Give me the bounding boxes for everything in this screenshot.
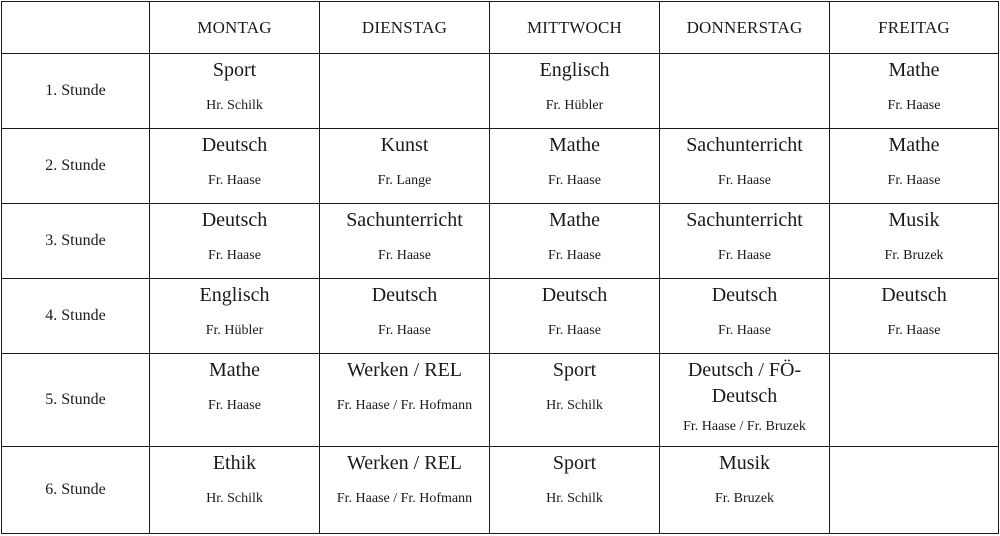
lesson-cell (660, 129, 830, 204)
lesson-cell (830, 279, 999, 354)
lesson-cell (490, 129, 660, 204)
lesson-cell (490, 204, 660, 279)
teacher: Fr. Haase (718, 248, 771, 263)
table-row (2, 204, 999, 279)
lesson-cell (150, 129, 320, 204)
teacher: Fr. Haase (718, 323, 771, 338)
teacher: Fr. Haase (887, 173, 941, 188)
subject: Mathe (208, 359, 261, 381)
teacher: Fr. Hübler (205, 323, 264, 338)
lesson-cell (320, 54, 490, 129)
lesson-cell (320, 447, 490, 534)
subject: Werken / REL (346, 359, 463, 381)
teacher: Fr. Bruzek (714, 491, 775, 506)
subject: Kunst (380, 134, 429, 156)
lesson-cell (320, 354, 490, 447)
day-header-monday: MONTAG (150, 2, 320, 54)
subject: Musik (888, 209, 940, 231)
lesson-cell (660, 204, 830, 279)
lesson-cell (150, 279, 320, 354)
teacher: Fr. Haase (548, 173, 601, 188)
subject: Englisch (539, 59, 610, 81)
header-row (2, 2, 999, 54)
teacher: Fr. Haase (548, 248, 601, 263)
teacher: Fr. Haase (208, 248, 261, 263)
day-header-thursday: DONNERSTAG (660, 2, 830, 54)
subject: Mathe (888, 134, 940, 156)
lesson-cell (660, 447, 830, 534)
subject: Deutsch (201, 209, 268, 231)
subject: Englisch (199, 284, 270, 306)
period-label: 5. Stunde (2, 354, 150, 447)
lesson-cell (320, 129, 490, 204)
table-row (2, 447, 999, 534)
teacher: Fr. Haase / Fr. Bruzek (683, 419, 806, 434)
teacher: Hr. Schilk (546, 491, 603, 506)
table-row (2, 279, 999, 354)
teacher: Fr. Haase (718, 173, 771, 188)
table-row (2, 354, 999, 447)
day-header-tuesday: DIENSTAG (320, 2, 490, 54)
teacher: Fr. Haase (208, 173, 261, 188)
lesson-cell (150, 204, 320, 279)
teacher: Fr. Haase / Fr. Hofmann (336, 398, 473, 413)
subject: Ethik (212, 452, 257, 474)
subject: Musik (718, 452, 771, 474)
subject: Mathe (888, 59, 940, 81)
lesson-cell (490, 54, 660, 129)
lesson-cell (490, 354, 660, 447)
table-row (2, 129, 999, 204)
teacher: Hr. Schilk (546, 398, 603, 413)
teacher: Fr. Haase (208, 398, 261, 413)
subject: Deutsch (881, 284, 947, 306)
subject: Deutsch (541, 284, 608, 306)
lesson-cell (490, 279, 660, 354)
teacher: Hr. Schilk (206, 98, 263, 113)
lesson-cell (830, 447, 999, 534)
teacher: Fr. Haase / Fr. Hofmann (336, 491, 473, 506)
subject: Deutsch (371, 284, 438, 306)
subject: Deutsch (201, 134, 268, 156)
period-label: 3. Stunde (2, 204, 150, 279)
lesson-cell (660, 54, 830, 129)
subject: Sachunterricht (686, 134, 803, 156)
teacher: Fr. Haase (887, 98, 941, 113)
teacher: Fr. Haase (548, 323, 601, 338)
lesson-cell (320, 279, 490, 354)
subject: Mathe (548, 134, 601, 156)
timetable (1, 1, 999, 534)
lesson-cell (830, 354, 999, 447)
subject: Werken / REL (346, 452, 463, 474)
teacher: Fr. Haase (378, 323, 431, 338)
subject: Sport (212, 59, 257, 81)
subject: Sachunterricht (686, 209, 803, 231)
subject: Deutsch / FÖ-Deutsch (687, 359, 802, 407)
period-label: 4. Stunde (2, 279, 150, 354)
lesson-cell (660, 279, 830, 354)
table-row (2, 54, 999, 129)
subject: Sport (552, 452, 597, 474)
lesson-cell (660, 354, 830, 447)
day-header-friday: FREITAG (830, 2, 999, 54)
teacher: Hr. Schilk (206, 491, 263, 506)
period-label: 1. Stunde (2, 54, 150, 129)
period-label: 6. Stunde (2, 447, 150, 534)
lesson-cell (830, 204, 999, 279)
teacher: Fr. Lange (377, 173, 432, 188)
lesson-cell (490, 447, 660, 534)
lesson-cell (150, 447, 320, 534)
day-header-wednesday: MITTWOCH (490, 2, 660, 54)
teacher: Fr. Hübler (545, 98, 604, 113)
subject: Sport (552, 359, 597, 381)
teacher: Fr. Haase (887, 323, 941, 338)
teacher: Fr. Haase (378, 248, 431, 263)
subject: Deutsch (711, 284, 778, 306)
subject: Mathe (548, 209, 601, 231)
lesson-cell (150, 54, 320, 129)
period-label: 2. Stunde (2, 129, 150, 204)
lesson-cell (320, 204, 490, 279)
subject: Sachunterricht (346, 209, 463, 231)
lesson-cell (830, 129, 999, 204)
corner-cell (2, 2, 150, 54)
teacher: Fr. Bruzek (884, 248, 944, 263)
lesson-cell (150, 354, 320, 447)
lesson-cell (830, 54, 999, 129)
